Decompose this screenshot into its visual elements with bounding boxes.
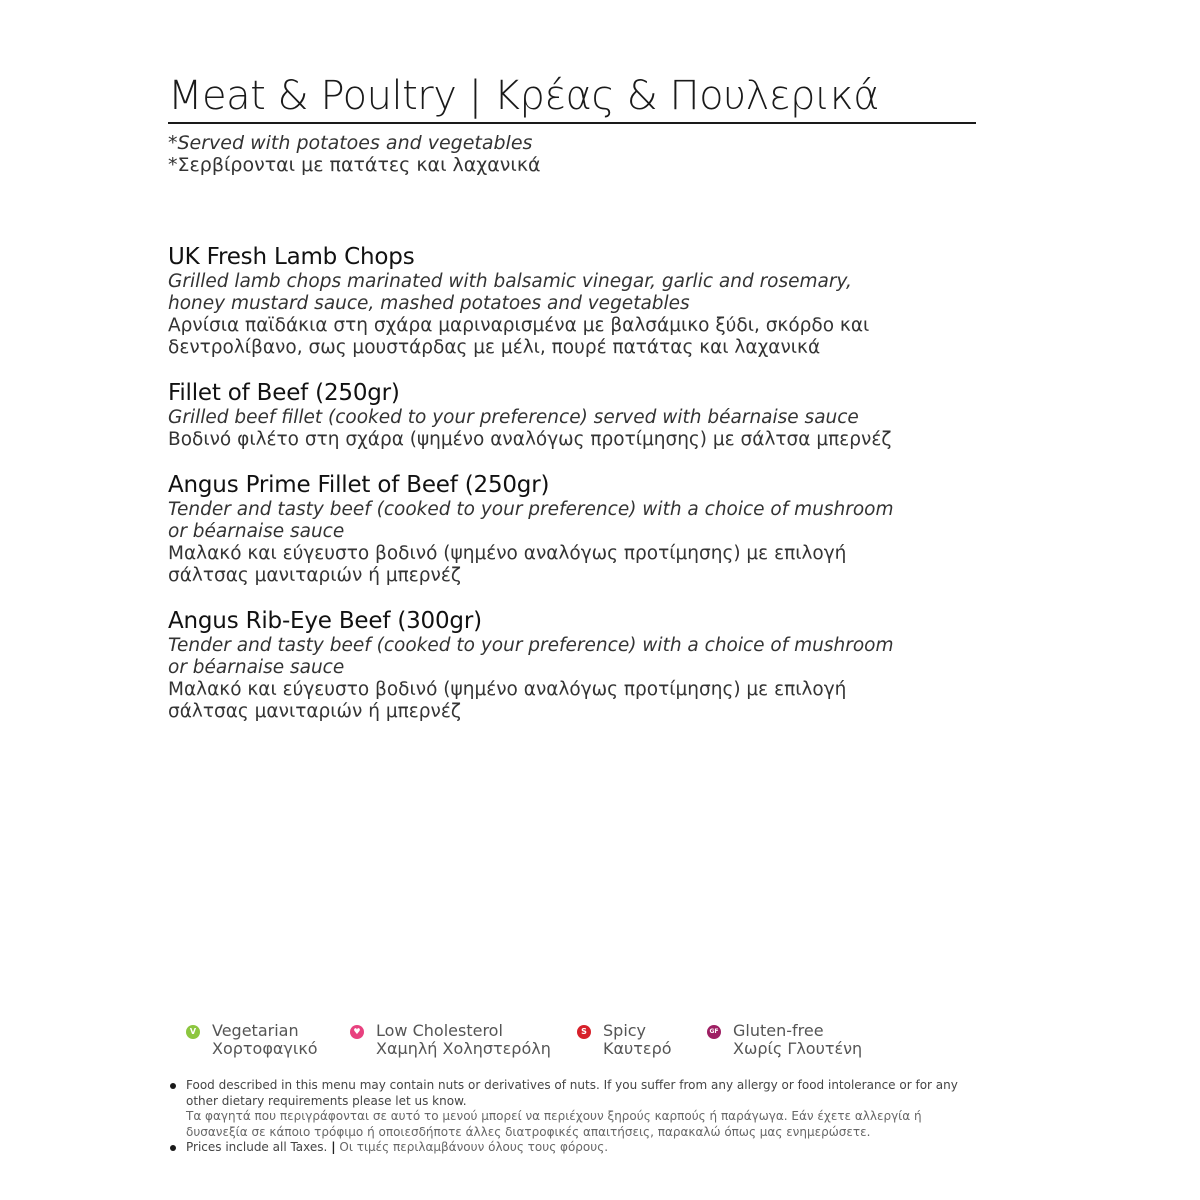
prices-note bbox=[170, 1140, 970, 1156]
footer-notes bbox=[170, 1078, 970, 1156]
item-description-en: Tender and tasty beef (cooked to your preference) with a choice of mushroom or béarnaise sauce bbox=[168, 635, 894, 678]
menu-item bbox=[168, 379, 908, 451]
legend-label-gr: Χαμηλή Χοληστερόλη bbox=[376, 1039, 551, 1058]
item-description-gr: Αρνίσια παϊδάκια στη σχάρα μαριναρισμένα με βαλσάμικο ξύδι, σκόρδο και δεντρολίβανο, σως μουστάρδας με μέλι, πουρέ πατάτας και λαχανικά bbox=[168, 315, 870, 358]
legend-label-gr: Καυτερό bbox=[603, 1039, 672, 1058]
item-description-en: Grilled lamb chops marinated with balsamic vinegar, garlic and rosemary, honey mustard sauce, mashed potatoes and vegetables bbox=[168, 271, 852, 314]
allergy-note bbox=[170, 1078, 970, 1140]
subtitle-gr: *Σερβίρονται με πατάτες και λαχανικά bbox=[168, 154, 541, 176]
item-description-gr: Μαλακό και εύγευστο βοδινό (ψημένο αναλόγως προτίμησης) με επιλογή σάλτσας μανιταριών ή μπερνέζ bbox=[168, 543, 847, 586]
spicy-icon: S bbox=[577, 1025, 591, 1039]
legend-label-en: Spicy bbox=[603, 1021, 647, 1040]
item-description-en: Tender and tasty beef (cooked to your preference) with a choice of mushroom or béarnaise sauce bbox=[168, 499, 894, 542]
vegetarian-icon: V bbox=[186, 1025, 200, 1039]
menu-item bbox=[168, 243, 908, 359]
prices-note-gr: Οι τιμές περιλαμβάνουν όλους τους φόρους. bbox=[339, 1140, 609, 1154]
prices-separator: | bbox=[331, 1140, 336, 1154]
dietary-legend bbox=[186, 1022, 946, 1062]
allergy-note-gr: Τα φαγητά που περιγράφονται σε αυτό το μενού μπορεί να περιέχουν ξηρούς καρπούς ή παράγωγα. Εάν έχετε αλλεργία ή δυσανεξία σε κάποιο τρόφιμο ή οποιεσδήποτε άλλες διατροφικές απαιτήσεις, παρακαλώ όπως μας ενημερώσετε. bbox=[186, 1109, 922, 1139]
item-name: Angus Prime Fillet of Beef (250gr) bbox=[168, 472, 550, 498]
legend-label-gr: Χωρίς Γλουτένη bbox=[733, 1039, 863, 1058]
item-description-gr: Βοδινό φιλέτο στη σχάρα (ψημένο αναλόγως προτίμησης) με σάλτσα μπερνέζ bbox=[168, 429, 892, 450]
menu-item bbox=[168, 471, 908, 587]
prices-note-en: Prices include all Taxes. bbox=[186, 1140, 328, 1154]
gluten-free-icon: GF bbox=[707, 1025, 721, 1039]
item-name: Angus Rib-Eye Beef (300gr) bbox=[168, 608, 482, 634]
bullet-icon bbox=[170, 1083, 176, 1089]
subtitle bbox=[168, 132, 541, 176]
item-name: UK Fresh Lamb Chops bbox=[168, 244, 415, 270]
page-title: Meat & Poultry | Κρέας & Πουλερικά bbox=[168, 70, 976, 124]
legend-label-gr: Χορτοφαγικό bbox=[212, 1039, 318, 1058]
bullet-icon bbox=[170, 1145, 176, 1151]
legend-label-en: Vegetarian bbox=[212, 1021, 299, 1040]
menu-items bbox=[168, 243, 908, 743]
item-description-gr: Μαλακό και εύγευστο βοδινό (ψημένο αναλόγως προτίμησης) με επιλογή σάλτσας μανιταριών ή μπερνέζ bbox=[168, 679, 847, 722]
item-description-en: Grilled beef fillet (cooked to your preference) served with béarnaise sauce bbox=[168, 407, 859, 428]
heart-icon: ♥ bbox=[350, 1025, 364, 1039]
subtitle-en: *Served with potatoes and vegetables bbox=[168, 132, 533, 154]
allergy-note-en: Food described in this menu may contain nuts or derivatives of nuts. If you suffer from any allergy or food intolerance or for any other dietary requirements please let us know. bbox=[186, 1078, 958, 1108]
menu-item bbox=[168, 607, 908, 723]
legend-label-en: Low Cholesterol bbox=[376, 1021, 503, 1040]
item-name: Fillet of Beef (250gr) bbox=[168, 380, 400, 406]
legend-label-en: Gluten-free bbox=[733, 1021, 824, 1040]
